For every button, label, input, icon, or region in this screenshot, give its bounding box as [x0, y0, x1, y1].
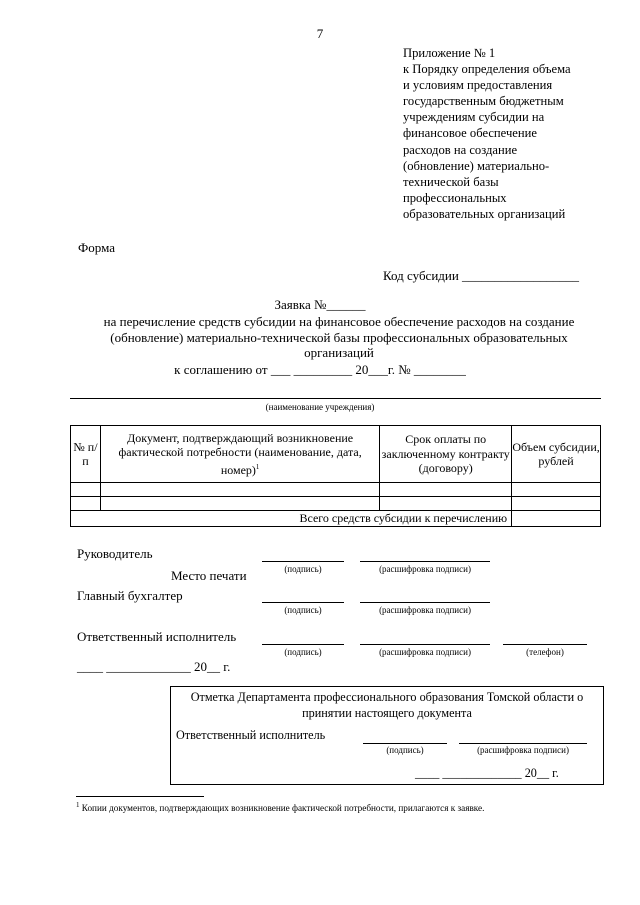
institution-name-field[interactable] [70, 398, 601, 399]
footnote [76, 801, 484, 813]
appendix-line: финансовое обеспечение [403, 126, 537, 141]
header-document-text: Документ, подтверждающий возникновение фактической потребности (наименование, дата, номер) [118, 430, 362, 477]
executor-decoding-line[interactable] [360, 644, 490, 645]
box-title-line: принятии настоящего документа [302, 705, 472, 720]
application-title: Заявка №______ [274, 297, 366, 312]
appendix-line: профессиональных [403, 190, 507, 205]
appendix-title: Приложение № 1 [403, 46, 496, 60]
executor-decoding-caption: (расшифровка подписи) [379, 647, 471, 657]
table-cell[interactable] [71, 483, 101, 497]
box-date-line[interactable]: ____ _____________ 20__ г. [415, 766, 559, 780]
description-line: организаций [304, 345, 374, 360]
appendix-line: (обновление) материально- [403, 158, 550, 173]
executor-phone-line[interactable] [503, 644, 587, 645]
description-line: на перечисление средств субсидии на финансовое обеспечение расходов на создание [103, 314, 575, 329]
agreement-line[interactable]: к соглашению от ___ _________ 20___г. № ________ [174, 362, 466, 377]
seal-label: Место печати [171, 568, 247, 583]
head-decoding-caption: (расшифровка подписи) [379, 564, 471, 574]
executor-signature-caption: (подпись) [284, 647, 322, 657]
table-total-row [71, 511, 601, 527]
table-row [71, 497, 601, 511]
footnote-separator [76, 796, 204, 797]
table-header-row [71, 426, 601, 483]
header-document [100, 426, 379, 483]
page-number: 7 [316, 26, 324, 41]
footnote-ref: 1 [255, 462, 260, 471]
accountant-signature-line[interactable] [262, 602, 344, 603]
head-label: Руководитель [77, 546, 153, 561]
box-signature-line[interactable] [363, 743, 447, 744]
application-description [76, 314, 602, 361]
executor-phone-caption: (телефон) [526, 647, 564, 657]
box-title-line: Отметка Департамента профессионального образования Томской области о [190, 690, 584, 704]
date-line[interactable]: ____ _____________ 20__ г. [77, 659, 231, 674]
appendix-line: технической базы [403, 174, 499, 189]
head-signature-caption: (подпись) [284, 564, 322, 574]
appendix-block [403, 45, 603, 222]
table-cell[interactable] [380, 497, 512, 511]
executor-label: Ответственный исполнитель [77, 629, 237, 644]
subsidy-table [70, 425, 601, 527]
footnote-mark: 1 [76, 801, 80, 809]
executor-signature-line[interactable] [262, 644, 344, 645]
footnote-text: Копии документов, подтверждающих возникновение фактической потребности, прилагаются к заявке. [81, 803, 485, 814]
appendix-line: учреждениям субсидии на [403, 110, 545, 125]
table-cell[interactable] [100, 497, 379, 511]
table-cell[interactable] [100, 483, 379, 497]
table-cell[interactable] [71, 497, 101, 511]
box-signature-caption: (подпись) [386, 745, 424, 755]
total-label: Всего средств субсидии к перечислению [71, 511, 512, 527]
header-num: № п/п [71, 426, 101, 483]
accountant-decoding-line[interactable] [360, 602, 490, 603]
head-decoding-line[interactable] [360, 561, 490, 562]
box-decoding-caption: (расшифровка подписи) [477, 745, 569, 755]
head-signature-line[interactable] [262, 561, 344, 562]
form-label: Форма [78, 240, 115, 255]
chief-accountant-label: Главный бухгалтер [77, 588, 183, 603]
appendix-line: государственным бюджетным [403, 94, 564, 109]
box-executor-label: Ответственный исполнитель [176, 728, 326, 742]
box-decoding-line[interactable] [459, 743, 587, 744]
appendix-line: расходов на создание [403, 142, 518, 157]
appendix-line: к Порядку определения объема [403, 62, 571, 77]
table-cell[interactable] [512, 483, 601, 497]
appendix-line: и условиям предоставления [403, 78, 553, 93]
department-box-title [172, 690, 602, 721]
total-value-cell[interactable] [512, 511, 601, 527]
header-term: Срок оплаты по заключенному контракту (договору) [380, 426, 512, 483]
table-row [71, 483, 601, 497]
table-cell[interactable] [380, 483, 512, 497]
table-cell[interactable] [512, 497, 601, 511]
appendix-line: образовательных организаций [403, 206, 566, 221]
institution-caption: (наименование учреждения) [265, 402, 375, 412]
accountant-decoding-caption: (расшифровка подписи) [379, 605, 471, 615]
accountant-signature-caption: (подпись) [284, 605, 322, 615]
subsidy-code-field[interactable]: Код субсидии __________________ [383, 268, 580, 283]
header-amount: Объем субсидии, рублей [512, 426, 601, 483]
description-line: (обновление) материально-технической базы профессиональных образовательных [110, 329, 568, 345]
